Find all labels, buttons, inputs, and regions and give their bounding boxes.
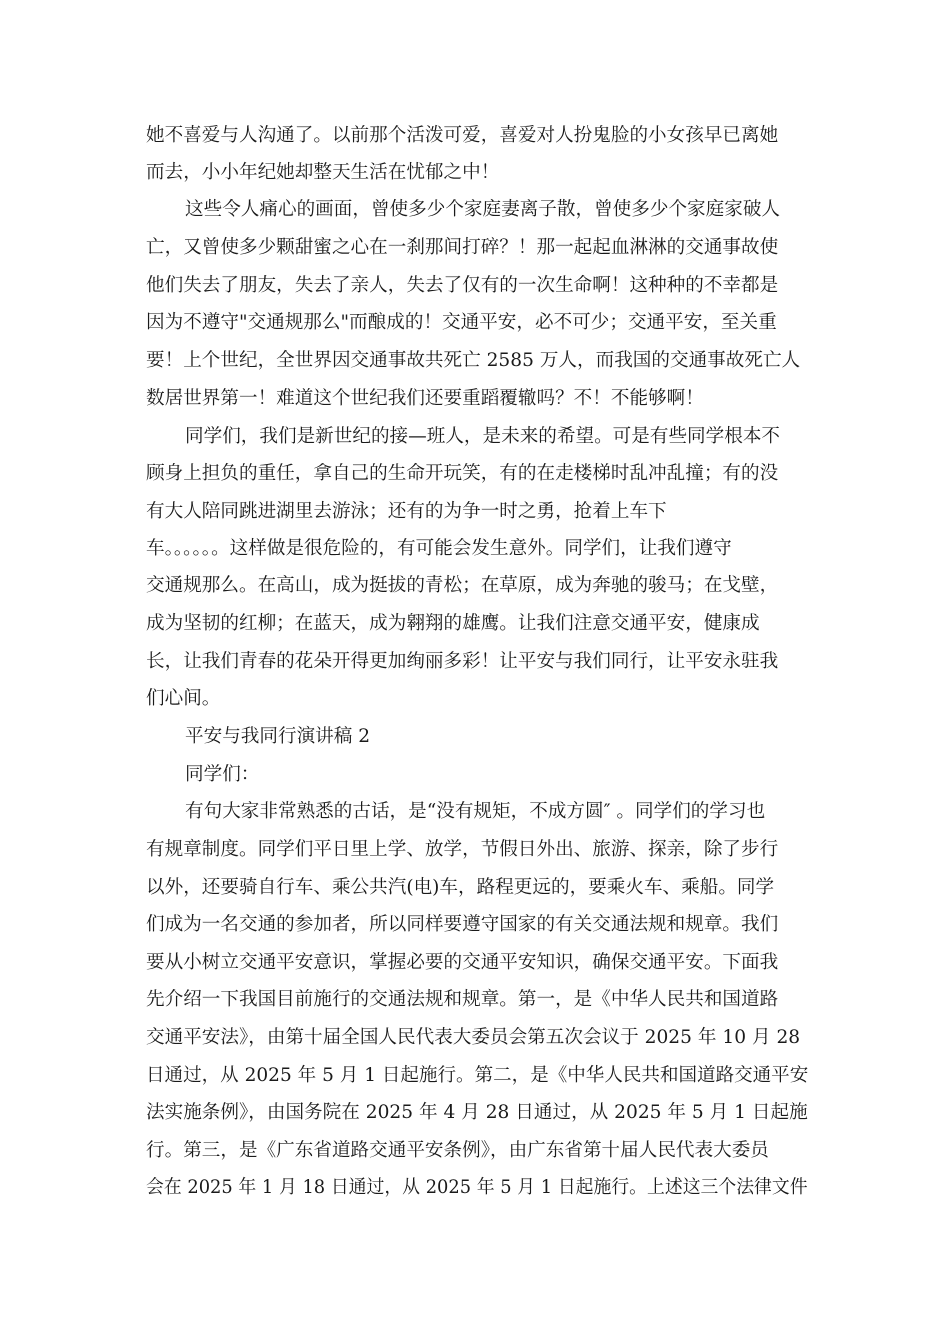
text-line: 们成为一名交通的参加者，所以同样要遵守国家的有关交通法规和规章。我们 <box>146 914 779 935</box>
text-line: 有规章制度。同学们平日里上学、放学，节假日外出、旅游、探亲，除了步行 <box>146 839 779 860</box>
text-line: 们心间。 <box>146 688 221 709</box>
text-line: 交通规那么。在高山，成为挺拔的青松；在草原，成为奔驰的骏马；在戈壁， <box>146 575 779 596</box>
text-line: 而去，小小年纪她却整天生活在忧郁之中！ <box>146 162 500 183</box>
salutation: 同学们： <box>185 764 260 785</box>
text-line: 要从小树立交通平安意识，掌握必要的交通平安知识，确保交通平安。下面我 <box>146 952 779 973</box>
text-line: 法实施条例》，由国务院在 2025 年 4 月 28 日通过，从 2025 年 5 月 1 日起施 <box>146 1102 808 1123</box>
text-line: 她不喜爱与人沟通了。以前那个活泼可爱，喜爱对人扮鬼脸的小女孩早已离她 <box>146 125 779 146</box>
text-line: 有大人陪同跳进湖里去游泳；还有的为争一时之勇，抢着上车下 <box>146 501 667 522</box>
section-heading: 平安与我同行演讲稿 2 <box>185 726 371 747</box>
text-line: 亡，又曾使多少颗甜蜜之心在一刹那间打碎？！那一起起血淋淋的交通事故使 <box>146 237 779 258</box>
text-line: 以外，还要骑自行车、乘公共汽(电)车，路程更远的，要乘火车、乘船。同学 <box>146 877 775 898</box>
text-line: 他们失去了朋友，失去了亲人，失去了仅有的一次生命啊！这种种的不幸都是 <box>146 275 779 296</box>
text-line: 先介绍一下我国目前施行的交通法规和规章。第一，是《中华人民共和国道路 <box>146 989 779 1010</box>
text-line: 长，让我们青春的花朵开得更加绚丽多彩！让平安与我们同行，让平安永驻我 <box>146 651 779 672</box>
text-line: 会在 2025 年 1 月 18 日通过，从 2025 年 5 月 1 日起施行。上述这三个法律文件 <box>146 1177 808 1198</box>
paragraph-start-line: 同学们，我们是新世纪的接—班人，是未来的希望。可是有些同学根本不 <box>185 426 781 447</box>
text-line: 日通过，从 2025 年 5 月 1 日起施行。第二，是《中华人民共和国道路交通平安 <box>146 1065 809 1086</box>
text-line: 数居世界第一！难道这个世纪我们还要重蹈覆辙吗？不！不能够啊！ <box>146 388 704 409</box>
text-line: 车。。。。。。这样做是很危险的，有可能会发生意外。同学们，让我们遵守 <box>146 538 732 559</box>
paragraph-start-line: 这些令人痛心的画面，曾使多少个家庭妻离子散，曾使多少个家庭家破人 <box>185 199 781 220</box>
text-line: 行。第三，是《广东省道路交通平安条例》，由广东省第十届人民代表大委员 <box>146 1140 769 1161</box>
text-line: 顾身上担负的重任，拿自己的生命开玩笑，有的在走楼梯时乱冲乱撞；有的没 <box>146 463 779 484</box>
paragraph-start-line: 有句大家非常熟悉的古话，是“没有规矩，不成方圆″ 。同学们的学习也 <box>185 801 766 822</box>
text-line: 要！上个世纪，全世界因交通事故共死亡 2585 万人，而我国的交通事故死亡人 <box>146 350 801 371</box>
text-line: 交通平安法》，由第十届全国人民代表大委员会第五次会议于 2025 年 10 月 28 <box>146 1027 801 1048</box>
text-line: 成为坚韧的红柳；在蓝天，成为翱翔的雄鹰。让我们注意交通平安，健康成 <box>146 613 760 634</box>
text-line: 因为不遵守"交通规那么"而酿成的！交通平安，必不可少；交通平安，至关重 <box>146 312 777 333</box>
